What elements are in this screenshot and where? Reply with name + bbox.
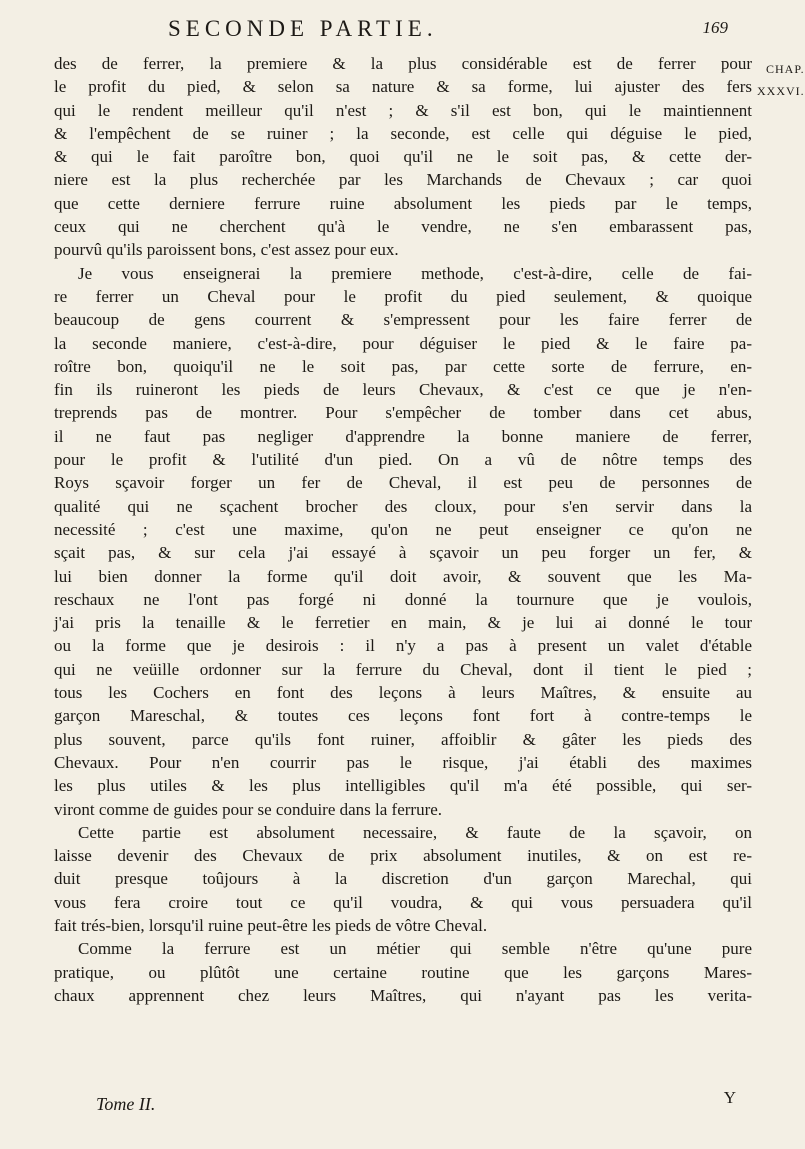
text-line: fait trés-bien, lorsqu'il ruine peut-être les pieds de vôtre Cheval. bbox=[54, 915, 488, 935]
text-line: pratique, ou plûtôt une certaine routine que les garçons Mares- bbox=[54, 962, 752, 982]
text-line: Je vous enseignerai la premiere methode, c'est-à-dire, celle de fai- bbox=[78, 263, 752, 283]
text-line: fin ils ruineront les pieds de leurs Chevaux, & c'est ce que je n'en- bbox=[54, 380, 752, 400]
text-line: ceux qui ne cherchent qu'à le vendre, ne s'en embarassent pas, bbox=[54, 217, 752, 237]
text-line: qui ne veüille ordonner sur la ferrure du Cheval, dont il tient le pied ; bbox=[54, 659, 752, 679]
text-line: Cette partie est absolument necessaire, & faute de la sçavoir, on bbox=[78, 822, 752, 842]
page-header bbox=[168, 16, 728, 46]
chapter-label: CHAP. bbox=[765, 62, 805, 76]
text-line: Chevaux. Pour n'en courrir pas le risque, j'ai établi des maximes bbox=[54, 752, 752, 772]
text-line: ou la forme que je desirois : il n'y a pas à present un valet d'étable bbox=[54, 636, 752, 656]
text-line: reschaux ne l'ont pas forgé ni donné la tournure que je voulois, bbox=[54, 589, 752, 609]
text-line: la seconde maniere, c'est-à-dire, pour déguiser le pied & le faire pa- bbox=[54, 333, 752, 353]
page-footer bbox=[96, 1088, 736, 1120]
text-line: duit presque toûjours à la discretion d'un garçon Marechal, qui bbox=[54, 869, 752, 889]
text-line: & qui le fait paroître bon, quoi qu'il ne le soit pas, & cette der- bbox=[54, 147, 752, 167]
text-line: re ferrer un Cheval pour le profit du pied seulement, & quoique bbox=[54, 286, 752, 306]
text-line: vous fera croire tout ce qu'il voudra, & qui vous persuadera qu'il bbox=[54, 892, 752, 912]
text-line: qui le rendent meilleur qu'il n'est ; & s'il est bon, qui le maintiennent bbox=[54, 100, 752, 120]
running-title: SECONDE PARTIE. bbox=[168, 16, 438, 41]
text-line: il ne faut pas negliger d'apprendre la bonne maniere de ferrer, bbox=[54, 426, 752, 446]
chapter-number: XXXVI. bbox=[757, 84, 805, 98]
text-line: pourvû qu'ils paroissent bons, c'est assez pour eux. bbox=[54, 240, 399, 260]
text-line: niere est la plus recherchée par les Marchands de Chevaux ; car quoi bbox=[54, 170, 752, 190]
text-line: j'ai pris la tenaille & le ferretier en main, & je lui ai donné le tour bbox=[54, 613, 752, 633]
text-line: Roys sçavoir forger un fer de Cheval, il est peu de personnes de bbox=[54, 473, 752, 493]
text-line: des de ferrer, la premiere & la plus considérable est de ferrer pour bbox=[54, 54, 752, 73]
text-line: garçon Mareschal, & toutes ces leçons font fort à contre-temps le bbox=[54, 706, 752, 726]
text-line: & l'empêchent de se ruiner ; la seconde, est celle qui déguise le pied, bbox=[54, 123, 752, 143]
text-line: roître bon, quoiqu'il ne le soit pas, par cette sorte de ferrure, en- bbox=[54, 356, 752, 376]
text-line: Comme la ferrure est un métier qui semble n'être qu'une pure bbox=[78, 939, 752, 959]
text-line: les plus utiles & les plus intelligibles qu'il m'a été possible, qui ser- bbox=[54, 776, 752, 796]
text-line: que cette derniere ferrure ruine absolument les pieds par le temps, bbox=[54, 193, 752, 213]
text-line: viront comme de guides pour se conduire dans la ferrure. bbox=[54, 799, 443, 819]
text-line: chaux apprennent chez leurs Maîtres, qui n'ayant pas les verita- bbox=[54, 985, 752, 1005]
text-line: qualité qui ne sçachent brocher des cloux, pour s'en servir dans la bbox=[54, 496, 752, 516]
text-line: sçait pas, & sur cela j'ai essayé à sçavoir un peu forger un fer, & bbox=[54, 543, 752, 563]
tome-label: Tome II. bbox=[96, 1094, 156, 1114]
chapter-margin-note bbox=[757, 58, 805, 102]
page-number: 169 bbox=[702, 18, 728, 37]
text-line: treprends pas de montrer. Pour s'empêcher de tomber dans cet abus, bbox=[54, 403, 752, 423]
signature-mark: Y bbox=[723, 1088, 736, 1107]
text-line: plus souvent, parce qu'ils font ruiner, affoiblir & gâter les pieds des bbox=[54, 729, 752, 749]
text-line: tous les Cochers en font des leçons à leurs Maîtres, & ensuite au bbox=[54, 683, 752, 703]
text-line: lui bien donner la forme qu'il doit avoir, & souvent que les Ma- bbox=[54, 566, 752, 586]
text-line: beaucoup de gens courrent & s'empressent pour les faire ferrer de bbox=[54, 310, 752, 330]
text-line: le profit du pied, & selon sa nature & sa forme, lui ajuster des fers bbox=[54, 77, 752, 97]
text-line: necessité ; c'est une maxime, qu'on ne peut enseigner ce qu'on ne bbox=[54, 519, 752, 539]
body-text bbox=[54, 52, 752, 1007]
text-line: pour le profit & l'utilité d'un pied. On a vû de nôtre temps des bbox=[54, 450, 752, 470]
text-line: laisse devenir des Chevaux de prix absolument inutiles, & on est re- bbox=[54, 846, 752, 866]
